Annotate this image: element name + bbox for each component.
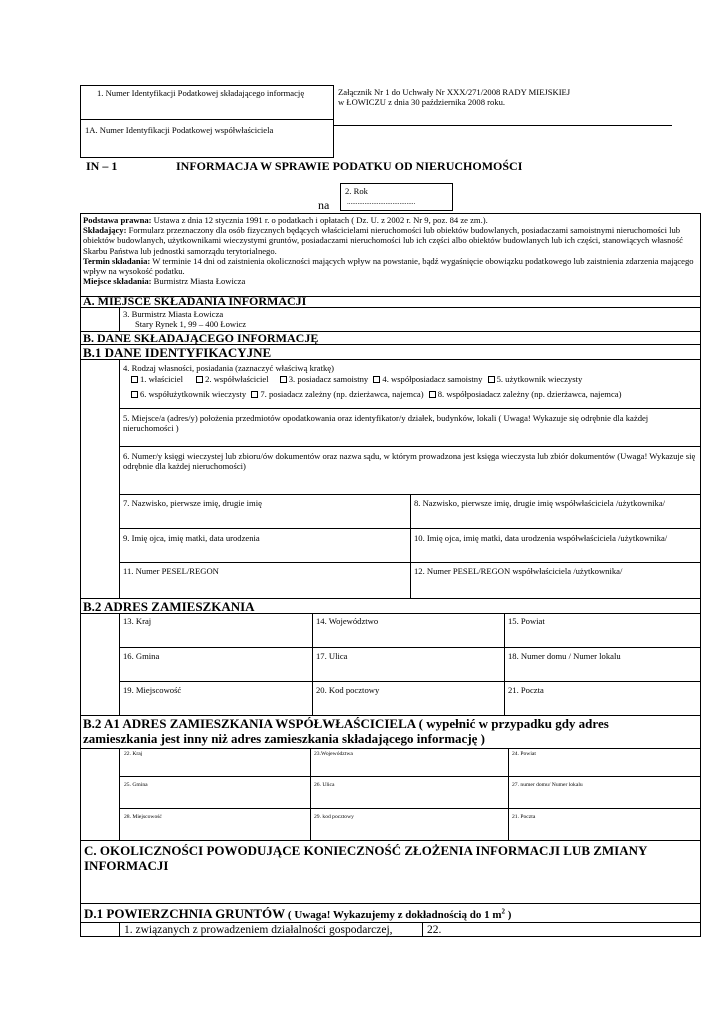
option-5-label: 5. użytkownik wieczysty [496,374,583,384]
field-4-label: 4. Rodzaj własności, posiadania (zaznaczyć właściwą kratkę) [123,363,334,373]
option-2-label: 2. współwłaściciel [205,374,269,384]
field-25[interactable]: 25. Gmina [124,782,148,788]
section-d1-note-end: ) [505,909,512,921]
field-24[interactable]: 24. Powiat [512,751,536,757]
section-b2a1-title [83,716,699,746]
na-label: na [318,198,330,212]
checkbox-2[interactable] [196,376,203,383]
attachment-line-2: w ŁOWICZU z dnia 30 października 2008 roku. [338,97,506,108]
field-20[interactable]: 20. Kod pocztowy [316,685,380,695]
option-3-label: 3. posiadacz samoistny [288,374,369,384]
field-17[interactable]: 17. Ulica [316,651,348,661]
basis-label: Podstawa prawna: [83,215,152,225]
section-d1-note [285,909,511,921]
field-28[interactable]: 28. Miejscowość [124,814,162,820]
deadline-label: Termin składania: [83,255,151,266]
field-6[interactable]: 6. Numer/y księgi wieczystej lub zbioru/ów dokumentów oraz nazwa sądu, w którym prowadzona jest księga wieczysta lub zbiór dokumentów (Uwaga! Wykazuje się odrębnie dla każdej nieruchomości) [123,451,696,472]
field-21-coowner[interactable]: 21. Poczta [512,814,536,820]
option-1-label: 1. właściciel [140,374,183,384]
d1-row1-label: 1. związanych z prowadzeniem działalności gospodarczej, [124,924,393,936]
year-input[interactable]: ....................................... [347,198,416,206]
legal-deadline [83,256,699,276]
checkbox-6[interactable] [131,391,138,398]
legal-filer [83,225,699,256]
field-4-options-row2 [128,389,703,399]
section-b2-body [80,613,701,716]
field-26[interactable]: 26. Ulica [314,782,335,788]
field-8[interactable]: 8. Nazwisko, pierwsze imię, drugie imię współwłaściciela /użytkownika/ [414,498,666,508]
deadline-text: W terminie 14 dni od zaistnienia okoliczności mających wpływ na powstanie, bądź wygaśnięcie obowiązku podatkowego lub zaistnienia zdarzenia mającego wpływ na wysokość podatku. [83,255,694,277]
year-label: 2. Rok [345,186,368,196]
section-b2a1-body [80,748,701,841]
option-dependent-co-possessor[interactable] [426,389,622,399]
field-4-options-row1 [128,374,703,384]
section-a-title: A. MIEJSCE SKŁADANIA INFORMACJI [83,294,307,308]
option-7-label: 7. posiadacz zależny (np. dzierżawca, najemca) [260,389,424,399]
option-perpetual-user[interactable] [485,374,583,384]
field-22[interactable]: 22. Kraj [124,751,143,757]
section-d1-note-sup: 2 [501,907,506,916]
field-12[interactable]: 12. Numer PESEL/REGON współwłaściciela /użytkownika/ [414,566,623,576]
place-label: Miejsce składania: [83,276,152,287]
filer-text: Formularz przeznaczony dla osób fizycznych będących właścicielami nieruchomości lub obiektów budowlanych, posiadaczami samoistnymi nieruchomości lub obiektów budowlanych, użytkownikami wieczystymi gruntów, posiadaczami nieruchomości lub ich części albo obiektów budowlanych lub ich części, stanowiących własność Skarbu Państwa lub jednostki samorządu terytorialnego. [83,225,683,256]
filer-label: Składający: [83,225,127,236]
field-16[interactable]: 16. Gmina [123,651,160,661]
checkbox-3[interactable] [280,376,287,383]
option-possessor[interactable] [277,374,368,384]
option-4-label: 4. współposiadacz samoistny [382,374,483,384]
field-14[interactable]: 14. Województwo [316,616,379,626]
field-27[interactable]: 27. numer domu/ Numer lokalu [512,782,583,788]
section-c-title-line1: C. OKOLICZNOŚCI POWODUJĄCE KONIECZNOŚĆ ZŁOŻENIA INFORMACJI LUB ZMIANY [84,843,648,858]
field-5[interactable]: 5. Miejsce/a (adres/y) położenia przedmiotów opodatkowania oraz identyfikator/y działek, budynków, lokali ( Uwaga! Wykazuje się odrębnie dla każdej nieruchomości ) [123,413,649,434]
form-code: IN – 1 [86,159,118,173]
section-b2-title: B.2 ADRES ZAMIESZKANIA [83,599,255,614]
basis-text: Ustawa z dnia 12 stycznia 1991 r. o podatkach i opłatach ( Dz. U. z 2002 r. Nr 9, poz. 84 ze zm.). [151,215,488,225]
field-23[interactable]: 23.Województwa [314,751,353,757]
field-13[interactable]: 13. Kraj [123,616,152,626]
section-b-title: B. DANE SKŁADAJĄCEGO INFORMACJĘ [83,331,319,345]
option-6-label: 6. współużytkownik wieczysty [140,389,247,399]
option-co-possessor[interactable] [370,374,482,384]
section-b2a1-title-line1: B.2 A1 ADRES ZAMIESZKANIA WSPÓŁWŁAŚCICIELA ( wypełnić w przypadku gdy adres [83,716,609,731]
checkbox-1[interactable] [131,376,138,383]
form-title: INFORMACJA W SPRAWIE PODATKU OD NIERUCHOMOŚCI [176,159,523,173]
attachment-note [338,87,668,107]
field-10[interactable]: 10. Imię ojca, imię matki, data urodzenia współwłaściciela /użytkownika/ [414,533,668,543]
section-b1-title: B.1 DANE IDENTYFIKACYJNE [83,345,272,360]
checkbox-4[interactable] [373,376,380,383]
field-7[interactable]: 7. Nazwisko, pierwsze imię, drugie imię [123,498,262,508]
option-8-label: 8. współposiadacz zależny (np. dzierżawca, najemca) [437,389,622,399]
field-15[interactable]: 15. Powiat [508,616,545,626]
nip-coowner-label: 1A. Numer Identyfikacji Podatkowej współwłaściciela [85,125,274,135]
section-c-title-line2: INFORMACJI [84,858,169,873]
checkbox-5[interactable] [488,376,495,383]
field-3-line1: 3. Burmistrz Miasta Łowicza [123,309,224,319]
section-d1-title: D.1 POWIERZCHNIA GRUNTÓW [84,906,286,921]
section-c-title [84,843,698,873]
checkbox-8[interactable] [429,391,436,398]
nip-input[interactable] [82,108,330,118]
field-3 [120,308,520,330]
option-owner[interactable] [128,374,183,384]
field-3-line2: Stary Rynek 1, 99 – 400 Łowicz [135,319,247,330]
option-dependent-possessor[interactable] [248,389,423,399]
field-29[interactable]: 29. kod pocztowy [314,814,354,820]
field-18[interactable]: 18. Numer domu / Numer lokalu [508,651,621,661]
section-d1-note-text: ( Uwaga! Wykazujemy z dokładnością do 1 m [285,909,502,921]
section-d1-title-row [84,905,511,923]
legal-basis [83,215,699,225]
legal-text [83,215,699,286]
nip-label: 1. Numer Identyfikacji Podatkowej składającego informację [97,88,305,98]
option-co-perpetual-user[interactable] [128,389,246,399]
attachment-line-1: Załącznik Nr 1 do Uchwały Nr XXX/271/2008 RADY MIEJSKIEJ [338,87,571,97]
checkbox-7[interactable] [251,391,258,398]
field-11[interactable]: 11. Numer PESEL/REGON [123,566,219,576]
place-text: Burmistrz Miasta Łowicza [151,276,246,287]
legal-place [83,276,699,286]
field-19[interactable]: 19. Miejscowość [123,685,182,695]
field-21[interactable]: 21. Poczta [508,685,544,695]
field-22-area[interactable]: 22. [427,924,442,936]
option-co-owner[interactable] [193,374,268,384]
nip-coowner-input[interactable] [82,136,330,156]
section-c-input[interactable] [84,876,696,902]
section-b2a1-title-line2: zamieszkania jest inny niż adres zamieszkania składającego informację ) [83,731,485,746]
field-9[interactable]: 9. Imię ojca, imię matki, data urodzenia [123,533,260,543]
